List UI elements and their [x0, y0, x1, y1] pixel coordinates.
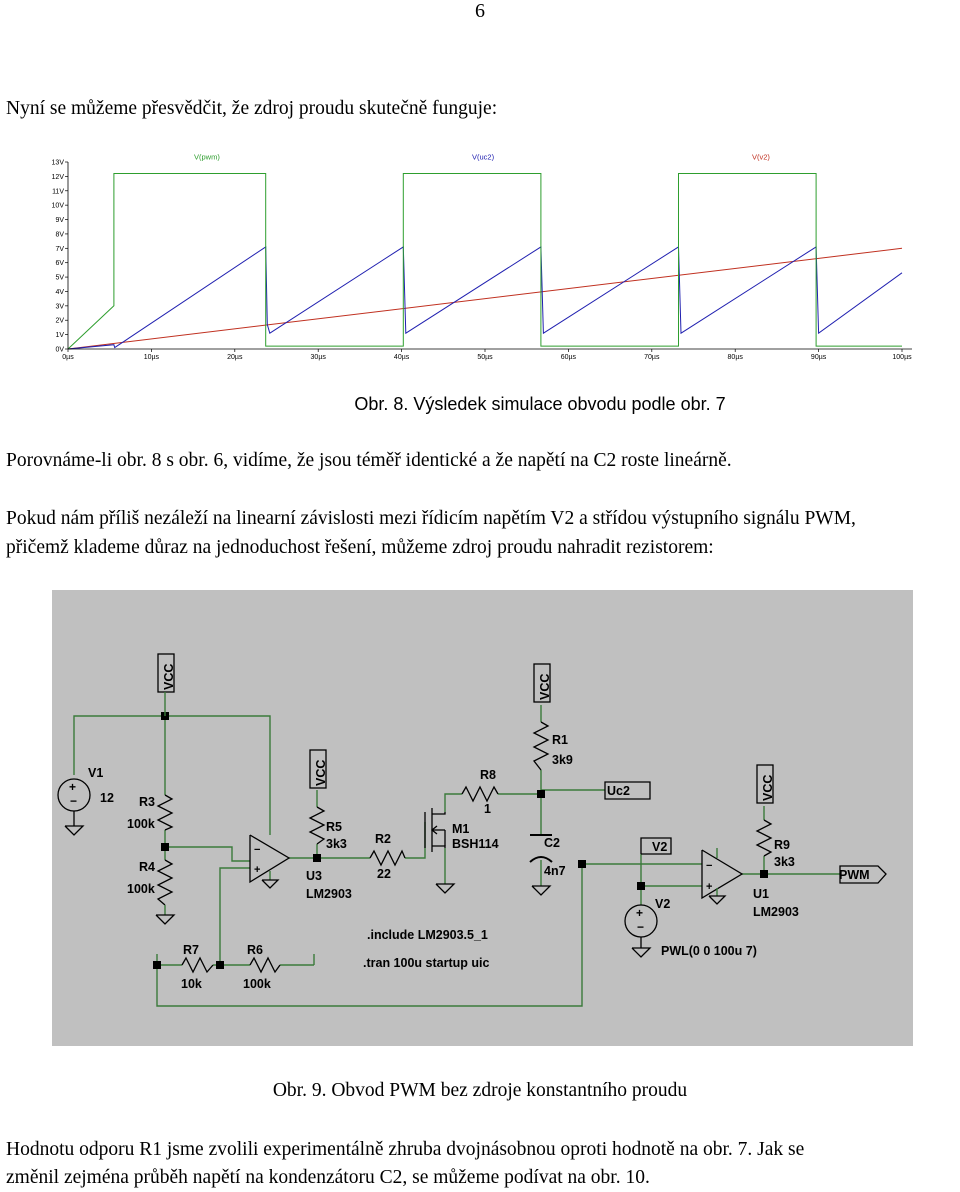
- legend-entry-1: V(uc2): [472, 152, 495, 162]
- r3-name: R3: [139, 795, 155, 809]
- y-tick-label: 2V: [55, 317, 64, 325]
- r7-name: R7: [183, 943, 199, 957]
- r2-value: 22: [377, 867, 391, 881]
- svg-text:−: −: [637, 920, 645, 934]
- x-axis-ticks: [62, 349, 912, 361]
- schematic-diagram: [52, 590, 913, 1046]
- r6-name: R6: [247, 943, 263, 957]
- x-tick-label: 10µs: [143, 354, 160, 361]
- svg-text:+: +: [254, 864, 261, 876]
- paragraph-2-line-1: Pokud nám příliš nezáleží na linearní závislosti mezi řídicím napětím V2 a střídou výstupního signálu PWM,: [6, 508, 856, 529]
- r5-value: 3k3: [326, 837, 347, 851]
- v2-name: V2: [655, 897, 671, 911]
- r9-name: R9: [774, 838, 790, 852]
- y-tick-label: 1V: [55, 332, 64, 340]
- svg-text:+: +: [706, 881, 713, 893]
- u1-model: LM2903: [753, 905, 799, 919]
- page-number: 6: [475, 0, 485, 22]
- vcc-label-4: VCC: [761, 774, 775, 801]
- v1-name: V1: [88, 766, 104, 780]
- y-tick-label: 5V: [55, 274, 64, 282]
- svg-text:+: +: [636, 906, 644, 920]
- r1-name: R1: [552, 733, 568, 747]
- u1-name: U1: [753, 887, 769, 901]
- r8-value: 1: [484, 802, 491, 816]
- y-tick-label: 11V: [52, 188, 64, 196]
- u3-name: U3: [306, 869, 322, 883]
- r2-name: R2: [375, 832, 391, 846]
- x-tick-label: 0µs: [62, 354, 74, 361]
- x-tick-label: 100µs: [892, 354, 912, 361]
- x-tick-label: 90µs: [810, 354, 827, 361]
- r6-value: 100k: [243, 977, 271, 991]
- y-axis-ticks: [52, 160, 68, 354]
- y-tick-label: 13V: [51, 159, 64, 167]
- svg-text:−: −: [70, 794, 78, 808]
- spice-include-directive: .include LM2903.5_1: [367, 928, 488, 942]
- v2-value: PWL(0 0 100u 7): [661, 944, 757, 958]
- y-tick-label: 8V: [55, 231, 64, 239]
- compare-text: Porovnáme-li obr. 8 s obr. 6, vidíme, že jsou téměř identické a že napětí na C2 roste lineárně.: [6, 450, 732, 471]
- svg-text:−: −: [706, 860, 713, 872]
- c2-value: 4n7: [544, 864, 566, 878]
- legend-entry-0: V(pwm): [194, 152, 220, 162]
- r4-name: R4: [139, 860, 155, 874]
- paragraph-2-line-2: přičemž klademe důraz na jednoduchost řešení, můžeme zdroj proudu nahradit rezistorem:: [6, 537, 714, 558]
- chart-series: [68, 174, 902, 350]
- y-tick-label: 7V: [55, 245, 64, 253]
- r9-value: 3k3: [774, 855, 795, 869]
- vcc-label-3: VCC: [538, 673, 552, 700]
- v1-value: 12: [100, 791, 114, 805]
- y-tick-label: 3V: [55, 303, 64, 311]
- r4-value: 100k: [127, 882, 155, 896]
- paragraph-3-line-2: změnil zejména průběh napětí na kondenzátoru C2, se můžeme podívat na obr. 10.: [6, 1167, 650, 1188]
- svg-text:+: +: [69, 780, 77, 794]
- chart-legend: [194, 153, 770, 162]
- figure8-caption: Obr. 8. Výsledek simulace obvodu podle obr. 7: [354, 394, 726, 414]
- r3-value: 100k: [127, 817, 155, 831]
- v2-net-label: V2: [652, 840, 668, 854]
- vcc-label-2: VCC: [314, 759, 328, 786]
- figure9-caption: Obr. 9. Obvod PWM bez zdroje konstantního proudu: [272, 1080, 688, 1101]
- y-tick-label: 10V: [51, 202, 64, 210]
- u3-model: LM2903: [306, 887, 352, 901]
- pwm-net-label: PWM: [839, 868, 870, 882]
- r5-name: R5: [326, 820, 342, 834]
- x-tick-label: 40µs: [393, 354, 410, 361]
- c2-name: C2: [544, 836, 560, 850]
- m1-name: M1: [452, 822, 470, 836]
- m1-model: BSH114: [452, 837, 499, 851]
- y-tick-label: 6V: [55, 260, 64, 268]
- x-tick-label: 60µs: [560, 354, 577, 361]
- paragraph-3-line-1: Hodnotu odporu R1 jsme zvolili experimentálně zhruba dvojnásobnou oproti hodnotě na obr. 7. Jak se: [6, 1139, 805, 1160]
- r8-name: R8: [480, 768, 496, 782]
- series-line-2: [68, 248, 902, 349]
- y-tick-label: 4V: [55, 288, 64, 296]
- y-tick-label: 0V: [55, 346, 64, 354]
- vcc-label-1: VCC: [162, 663, 176, 690]
- x-tick-label: 30µs: [310, 354, 326, 361]
- x-tick-label: 50µs: [477, 354, 493, 361]
- r1-value: 3k9: [552, 753, 573, 767]
- spice-tran-directive: .tran 100u startup uic: [363, 956, 490, 970]
- uc2-net-label: Uc2: [607, 784, 630, 798]
- series-line-0: [68, 174, 902, 350]
- y-tick-label: 12V: [51, 173, 64, 181]
- x-tick-label: 80µs: [727, 354, 743, 361]
- legend-entry-2: V(v2): [752, 152, 770, 162]
- r7-value: 10k: [181, 977, 202, 991]
- intro-text: Nyní se můžeme přesvědčit, že zdroj proudu skutečně funguje:: [6, 98, 498, 119]
- x-tick-label: 20µs: [227, 354, 243, 361]
- x-tick-label: 70µs: [644, 354, 660, 361]
- y-tick-label: 9V: [55, 217, 64, 225]
- simulation-chart: [50, 152, 920, 367]
- svg-text:−: −: [254, 844, 261, 856]
